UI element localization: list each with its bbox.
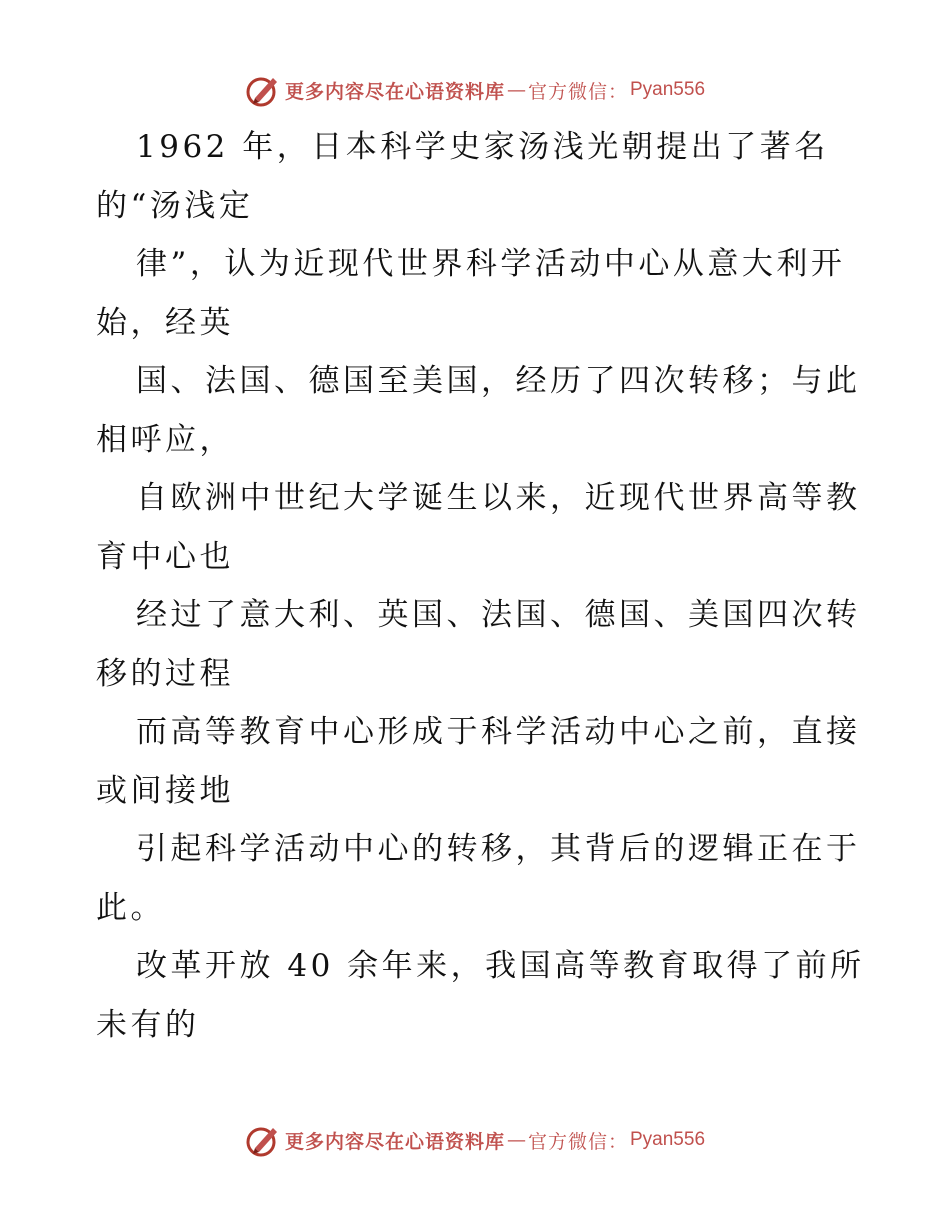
text-line: 1962 年，日本科学史家汤浅光朝提出了著名 <box>136 129 829 165</box>
text-line: 而高等教育中心形成于科学活动中心之前，直接 <box>136 714 861 750</box>
text-line: 经过了意大利、英国、法国、德国、美国四次转 <box>136 597 861 633</box>
text-line: 育中心也 <box>96 538 234 575</box>
banner-subtitle: 官方微信： <box>527 80 628 103</box>
text-line: 或间接地 <box>96 772 234 809</box>
banner-wechat-id: Pyan556 <box>630 79 706 100</box>
document-body <box>96 124 865 1060</box>
text-line: 移的过程 <box>96 655 234 692</box>
text-line: 国、法国、德国至美国，经历了四次转移；与此 <box>136 363 861 399</box>
text-line: 始，经英 <box>96 304 234 341</box>
banner-title: 更多内容尽在心语资料库 <box>284 1130 505 1153</box>
text-line: 自欧洲中世纪大学诞生以来，近现代世界高等教 <box>136 480 861 516</box>
banner-dash: — <box>506 1129 526 1151</box>
text-line: 律”，认为近现代世界科学活动中心从意大利开 <box>136 246 846 282</box>
banner-title: 更多内容尽在心语资料库 <box>284 80 505 103</box>
text-line: 改革开放 40 余年来，我国高等教育取得了前所 <box>136 948 865 984</box>
footer-banner <box>0 1120 950 1160</box>
text-line: 未有的 <box>96 1006 200 1043</box>
header-banner <box>0 70 950 110</box>
banner-subtitle: 官方微信： <box>527 1130 628 1153</box>
text-line: 相呼应， <box>96 421 234 458</box>
banner-dash: — <box>506 79 526 101</box>
text-line: 引起科学活动中心的转移，其背后的逻辑正在于 <box>136 831 861 867</box>
pen-logo-icon <box>245 1122 281 1158</box>
banner-wechat-id: Pyan556 <box>630 1129 706 1150</box>
text-line: 此。 <box>96 889 165 926</box>
pen-logo-icon <box>245 72 281 108</box>
text-line: 的“汤浅定 <box>96 187 254 224</box>
